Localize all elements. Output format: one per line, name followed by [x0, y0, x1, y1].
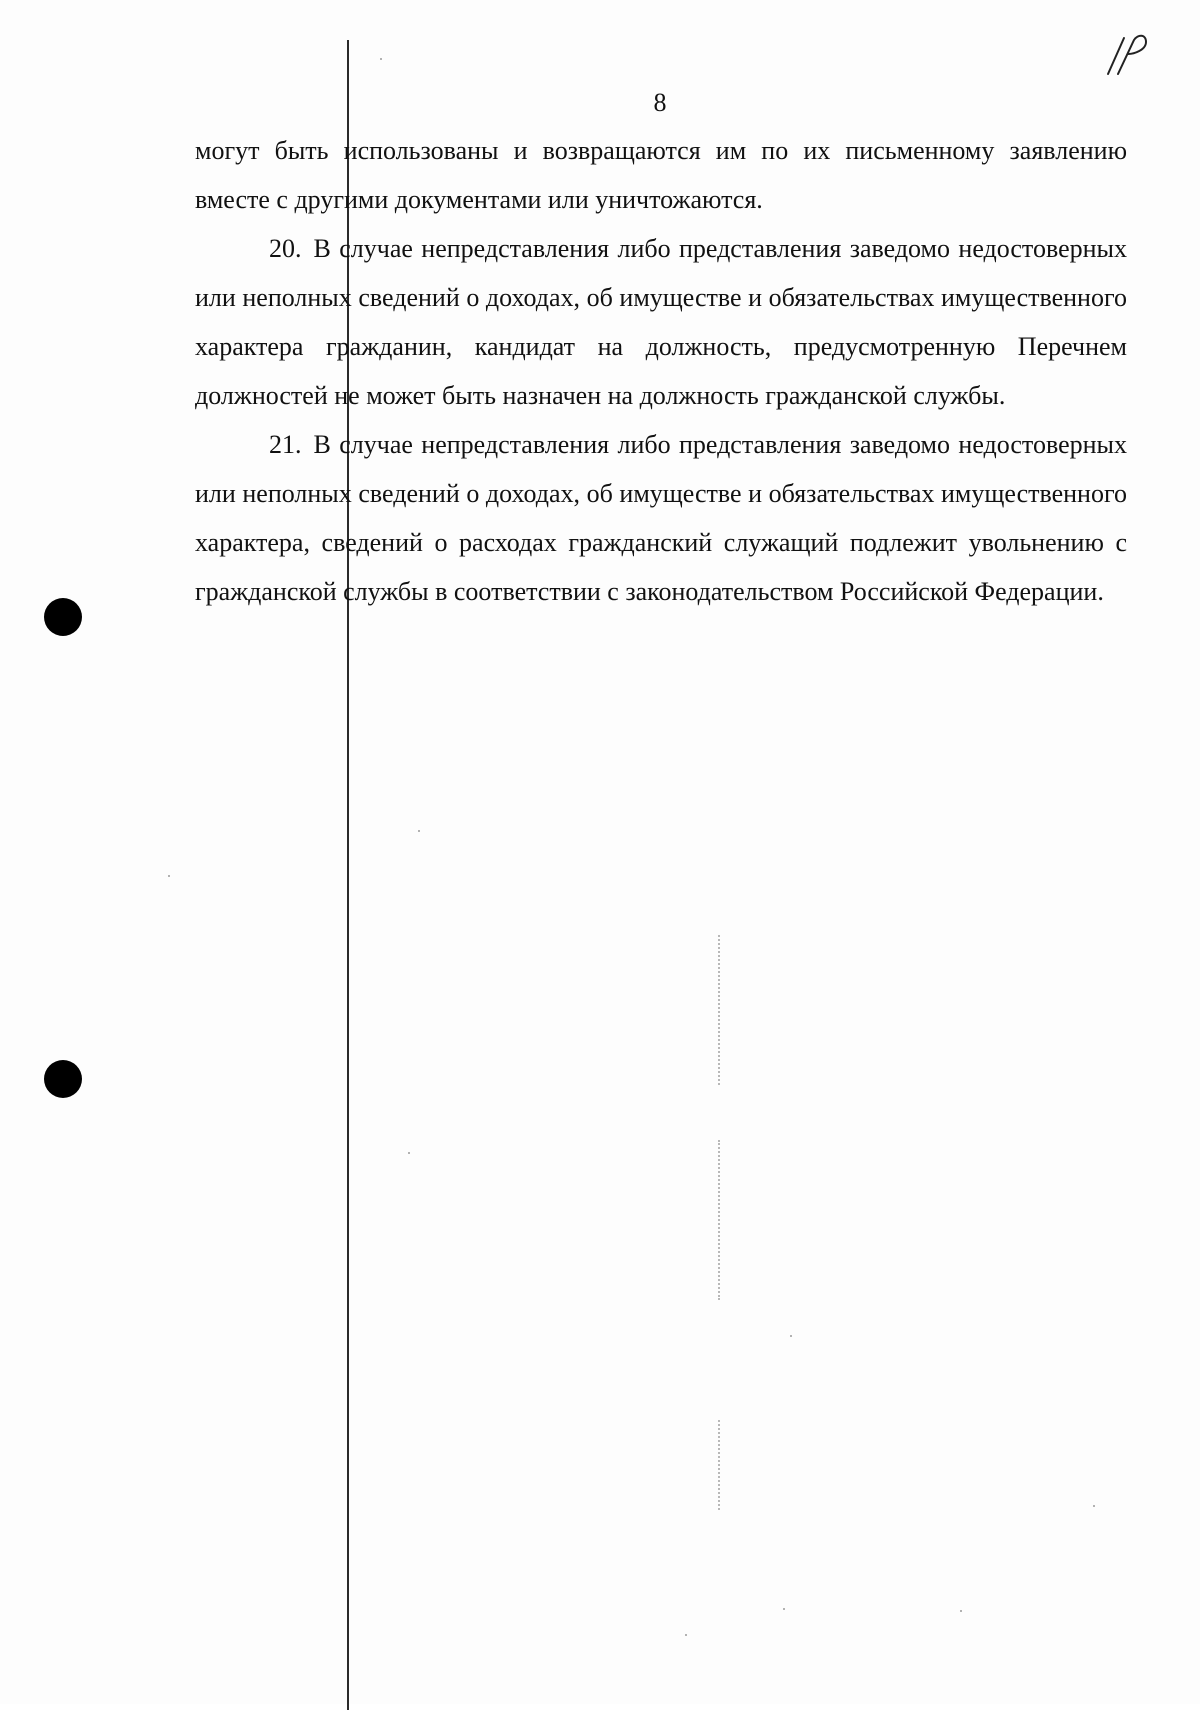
paragraph-21 — [195, 420, 1127, 616]
binder-hole — [44, 1060, 82, 1098]
page-number: 8 — [653, 88, 667, 117]
binder-hole — [44, 598, 82, 636]
scan-artifact-line — [718, 935, 720, 1085]
scan-speck — [418, 830, 420, 832]
paragraph-text: В случае непредставления либо представления заведомо недостоверных или неполных сведений о доходах, об имуществе и обязательствах имущественного характера, сведений о расходах гражданский служащий подлежит увольнению с гражданской службы в соответствии с законодательством Российской Федерации. — [195, 430, 1127, 606]
scan-speck — [783, 1608, 785, 1610]
paragraph-number: 21. — [269, 430, 302, 459]
scan-speck — [960, 1610, 962, 1612]
paragraph-text: могут быть использованы и возвращаются им по их письменному заявлению вместе с другими документами или уничтожаются. — [195, 136, 1127, 214]
scan-speck — [168, 875, 170, 877]
handwritten-sheet-number-drawing — [1088, 30, 1158, 80]
scan-artifact-line — [718, 1420, 720, 1510]
scan-speck — [685, 1634, 687, 1636]
scan-artifact-line — [718, 1140, 720, 1300]
scan-speck — [790, 1335, 792, 1337]
paragraph-text: В случае непредставления либо представления заведомо недостоверных или неполных сведений о доходах, об имуществе и обязательствах имущественного характера гражданин, кандидат на должность, предусмотренную Перечнем должностей не может быть назначен на должность гражданской службы. — [195, 234, 1127, 410]
document-body — [195, 126, 1127, 616]
scan-speck — [380, 58, 382, 60]
scan-speck — [408, 1152, 410, 1154]
paragraph-20 — [195, 224, 1127, 420]
paragraph-continuation — [195, 126, 1127, 224]
handwritten-sheet-number — [1088, 30, 1158, 80]
paragraph-number: 20. — [269, 234, 302, 263]
scan-speck — [1093, 1505, 1095, 1507]
